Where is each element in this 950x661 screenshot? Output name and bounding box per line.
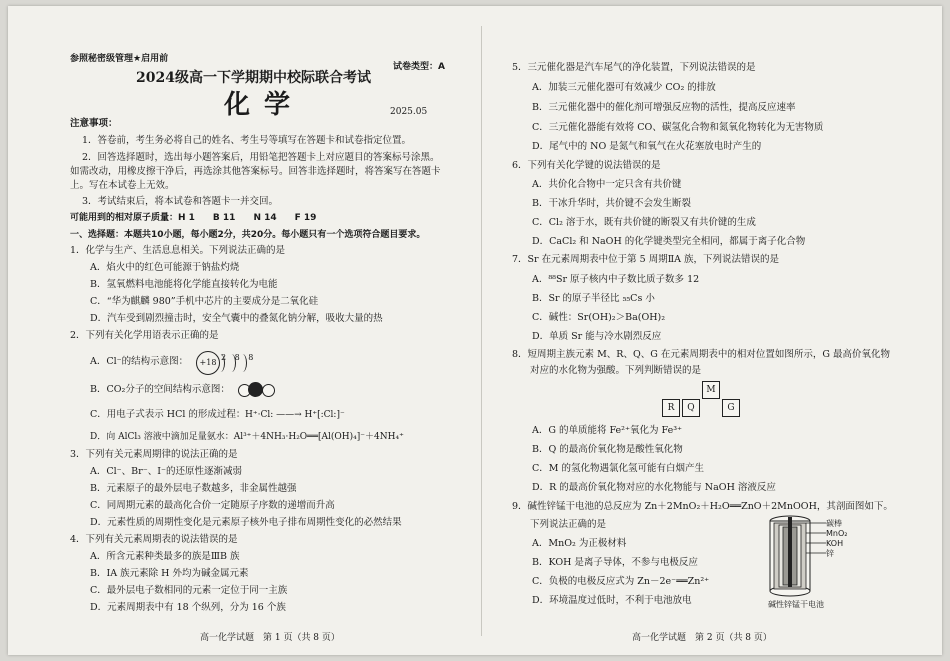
- q4-option-d: D．元素周期表中有 18 个纵列，分为 16 个族: [90, 602, 286, 613]
- exam-date: 2025.05: [390, 107, 428, 117]
- cell-g: G: [722, 399, 740, 417]
- q6-stem: 6．下列有关化学键的说法错误的是: [512, 160, 661, 171]
- q9-option-d: D．环境温度过低时，不利于电池放电: [532, 595, 692, 606]
- q8-option-b: B．Q 的最高价氧化物是酸性氧化物: [532, 444, 683, 455]
- hcl-formation: H⁺·Cl: ——→ H⁺[:Cl:]⁻: [245, 410, 345, 420]
- label-koh: KOH: [826, 539, 844, 548]
- label-carbon-rod: 碳棒: [826, 519, 842, 528]
- q7-option-d: D．单质 Sr 能与冷水剧烈反应: [532, 331, 662, 342]
- label-leader-lines: [806, 519, 826, 563]
- q3-option-d: D．元素性质的周期性变化是元素原子核外电子排布周期性变化的必然结果: [90, 517, 402, 528]
- q6-option-b: B．干冰升华时，共价键不会发生断裂: [532, 198, 691, 209]
- q2-option-b: B．CO₂分子的空间结构示意图：: [90, 384, 230, 395]
- section-heading: 一、选择题：本题共10小题，每小题2分，共20分。每小题只有一个选项符合题目要求。: [70, 230, 426, 240]
- co2-model-icon: [238, 382, 278, 398]
- q1-option-b: B．氢氧燃料电池能将化学能直接转化为电能: [90, 279, 278, 290]
- q5-option-b: B．三元催化器中的催化剂可增强反应物的活性，提高反应速率: [532, 102, 796, 113]
- page-1: [60, 6, 460, 655]
- exam-title: 2024级高一下学期期中校际联合考试: [136, 70, 371, 86]
- q2-option-c: C．用电子式表示 HCl 的形成过程：: [90, 409, 246, 420]
- q5-option-d: D．尾气中的 NO 是氮气和氧气在火花塞放电时产生的: [532, 141, 762, 152]
- note-2-cont: 如需改动，用橡皮擦干净后，再选涂其他答案标号。回答非选择题时，将答案写在答题卡: [70, 166, 441, 177]
- secret-label: 参照秘密级管理★启用前: [70, 54, 169, 64]
- exam-sheet: [8, 6, 942, 655]
- page-2: [502, 6, 902, 655]
- note-3: 3．考试结束后，将本试卷和答题卡一并交回。: [82, 196, 279, 207]
- q4-option-a: A．所含元素种类最多的族是ⅢB 族: [90, 551, 240, 562]
- page-2-footer: 高一化学试题 第 2 页（共 8 页）: [632, 633, 772, 643]
- label-mno2: MnO₂: [826, 529, 848, 538]
- q9-stem: 9．碱性锌锰干电池的总反应为 Zn＋2MnO₂＋H₂O══ZnO＋2MnOOH，其剖面图如下。: [512, 501, 893, 512]
- periodic-table-snippet: [662, 381, 742, 421]
- notes-heading: 注意事项：: [70, 118, 118, 129]
- page-divider: [481, 26, 482, 636]
- q9-option-a: A．MnO₂ 为正极材料: [532, 538, 627, 549]
- note-1: 1．答卷前，考生务必将自己的姓名、考生号等填写在答题卡和试卷指定位置。: [82, 135, 412, 146]
- q8-option-d: D．R 的最高价氧化物对应的水化物能与 NaOH 溶液反应: [532, 482, 776, 493]
- q5-option-a: A．加装三元催化器可有效减少 CO₂ 的排放: [532, 82, 716, 93]
- q6-option-c: C．Cl₂ 溶于水，既有共价键的断裂又有共价键的生成: [532, 217, 756, 228]
- q7-option-c: C．碱性：Sr(OH)₂＞Ba(OH)₂: [532, 312, 666, 323]
- cell-q: Q: [682, 399, 700, 417]
- q2-option-a: A．Cl⁻的结构示意图：: [90, 356, 189, 367]
- q1-option-a: A．焰火中的红色可能源于钠盐灼烧: [90, 262, 240, 273]
- q2-option-d: D．向 AlCl₃ 溶液中滴加足量氨水：Al³⁺＋4NH₃·H₂O══[Al(OH)₄]⁻＋4NH₄⁺: [90, 432, 404, 442]
- subject-title: 化学: [224, 90, 305, 120]
- paper-type: 试卷类型：A: [393, 62, 445, 72]
- q5-stem: 5．三元催化器是汽车尾气的净化装置，下列说法错误的是: [512, 62, 756, 73]
- q7-option-a: A．⁸⁸Sr 原子核内中子数比质子数多 12: [532, 274, 700, 285]
- q7-stem: 7．Sr 在元素周期表中位于第 5 周期ⅡA 族，下列说法错误的是: [512, 254, 780, 265]
- battery-diagram: [768, 513, 878, 611]
- q1-option-d: D．汽车受到剧烈撞击时，安全气囊中的叠氮化钠分解，吸收大量的热: [90, 313, 383, 324]
- q2-stem: 2．下列有关化学用语表示正确的是: [70, 330, 219, 341]
- q8-option-a: A．G 的单质能将 Fe²⁺氧化为 Fe³⁺: [532, 425, 683, 436]
- q3-option-c: C．同周期元素的最高化合价一定随原子序数的递增而升高: [90, 500, 335, 511]
- battery-caption: 碱性锌锰干电池: [768, 600, 824, 609]
- q9-option-c: C．负极的电极反应式为 Zn－2e⁻══Zn²⁺: [532, 576, 710, 587]
- q3-option-a: A．Cl⁻、Br⁻、I⁻的还原性逐渐减弱: [90, 466, 242, 477]
- q5-option-c: C．三元催化器能有效将 CO、碳氢化合物和氮氧化物转化为无害物质: [532, 122, 824, 133]
- page-1-footer: 高一化学试题 第 1 页（共 8 页）: [200, 633, 340, 643]
- q3-option-b: B．元素原子的最外层电子数越多，非金属性越强: [90, 483, 297, 494]
- q1-stem: 1．化学与生产、生活息息相关。下列说法正确的是: [70, 245, 286, 256]
- cell-r: R: [662, 399, 680, 417]
- q8-stem: 8．短周期主族元素 M、R、Q、G 在元素周期表中的相对位置如图所示，G 最高价氧化物: [512, 349, 890, 360]
- label-zinc: 锌: [826, 549, 834, 558]
- cell-m: M: [702, 381, 720, 399]
- q6-option-a: A．共价化合物中一定只含有共价键: [532, 179, 682, 190]
- q4-option-b: B．ⅠA 族元素除 H 外均为碱金属元素: [90, 568, 249, 579]
- note-2: 2．回答选择题时，选出每小题答案后，用铅笔把答题卡上对应题目的答案标号涂黑。: [82, 152, 440, 163]
- q9-option-b: B．KOH 是离子导体，不参与电极反应: [532, 557, 698, 568]
- q4-option-c: C．最外层电子数相同的元素一定位于同一主族: [90, 585, 288, 596]
- q1-option-c: C．“华为麒麟 980”手机中芯片的主要成分是二氧化硅: [90, 296, 319, 307]
- atomic-mass: 可能用到的相对原子质量：H 1 B 11 N 14 F 19: [70, 213, 317, 223]
- q8-option-c: C．M 的氢化物遇氯化氢可能有白烟产生: [532, 463, 705, 474]
- cl-ion-diagram: [196, 351, 256, 375]
- q6-option-d: D．CaCl₂ 和 NaOH 的化学键类型完全相同，都属于离子化合物: [532, 236, 806, 247]
- q8-stem-cont: 对应的水化物为强酸。下列判断错误的是: [530, 365, 702, 376]
- shell-electrons: 2 8 8: [221, 353, 257, 362]
- q9-stem-cont: 下列说法正确的是: [530, 519, 607, 530]
- nucleus-label: +18: [196, 351, 220, 375]
- note-2-end: 上。写在本试卷上无效。: [70, 180, 175, 191]
- q4-stem: 4．下列有关元素周期表的说法错误的是: [70, 534, 238, 545]
- q3-stem: 3．下列有关元素周期律的说法正确的是: [70, 449, 238, 460]
- q7-option-b: B．Sr 的原子半径比 ₅₅Cs 小: [532, 293, 655, 304]
